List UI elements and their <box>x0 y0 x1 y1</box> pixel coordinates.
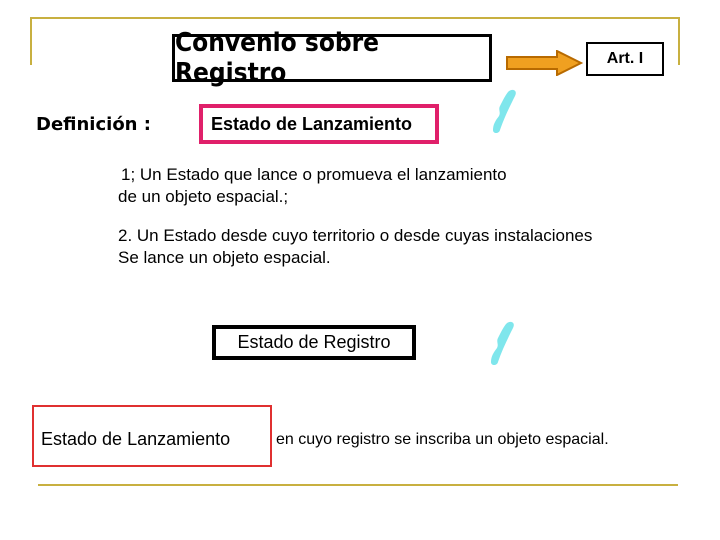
right-arrow-icon <box>505 50 585 76</box>
page-title: Convenio sobre Registro <box>172 34 492 82</box>
launch-state-text: Estado de Lanzamiento <box>211 113 413 134</box>
top-gold-line <box>30 17 678 19</box>
registry-state-text: Estado de Registro <box>237 332 391 352</box>
definition-label: Definición : <box>36 114 151 135</box>
definition-item-2-line-2: Se lance un objeto espacial. <box>118 248 331 267</box>
article-badge: Art. I <box>586 42 664 76</box>
definition-item-2-line-1: 2. Un Estado desde cuyo territorio o desde cuyas instalaciones <box>118 226 593 245</box>
launch-state-box <box>199 104 439 144</box>
check-mark-icon <box>486 318 520 368</box>
left-gold-line <box>30 17 32 65</box>
definition-item-1-line-2: de un objeto espacial.; <box>118 187 289 206</box>
bottom-continuation-text: en cuyo registro se inscriba un objeto espacial. <box>276 431 609 448</box>
registry-state-box <box>212 325 416 360</box>
definition-item-1-line-1: 1; Un Estado que lance o promueva el lanzamiento <box>121 165 507 184</box>
right-gold-line <box>678 17 680 65</box>
bottom-launch-state-text: Estado de Lanzamiento <box>41 429 231 449</box>
check-mark-icon <box>488 86 522 136</box>
bottom-gold-line <box>38 484 678 486</box>
